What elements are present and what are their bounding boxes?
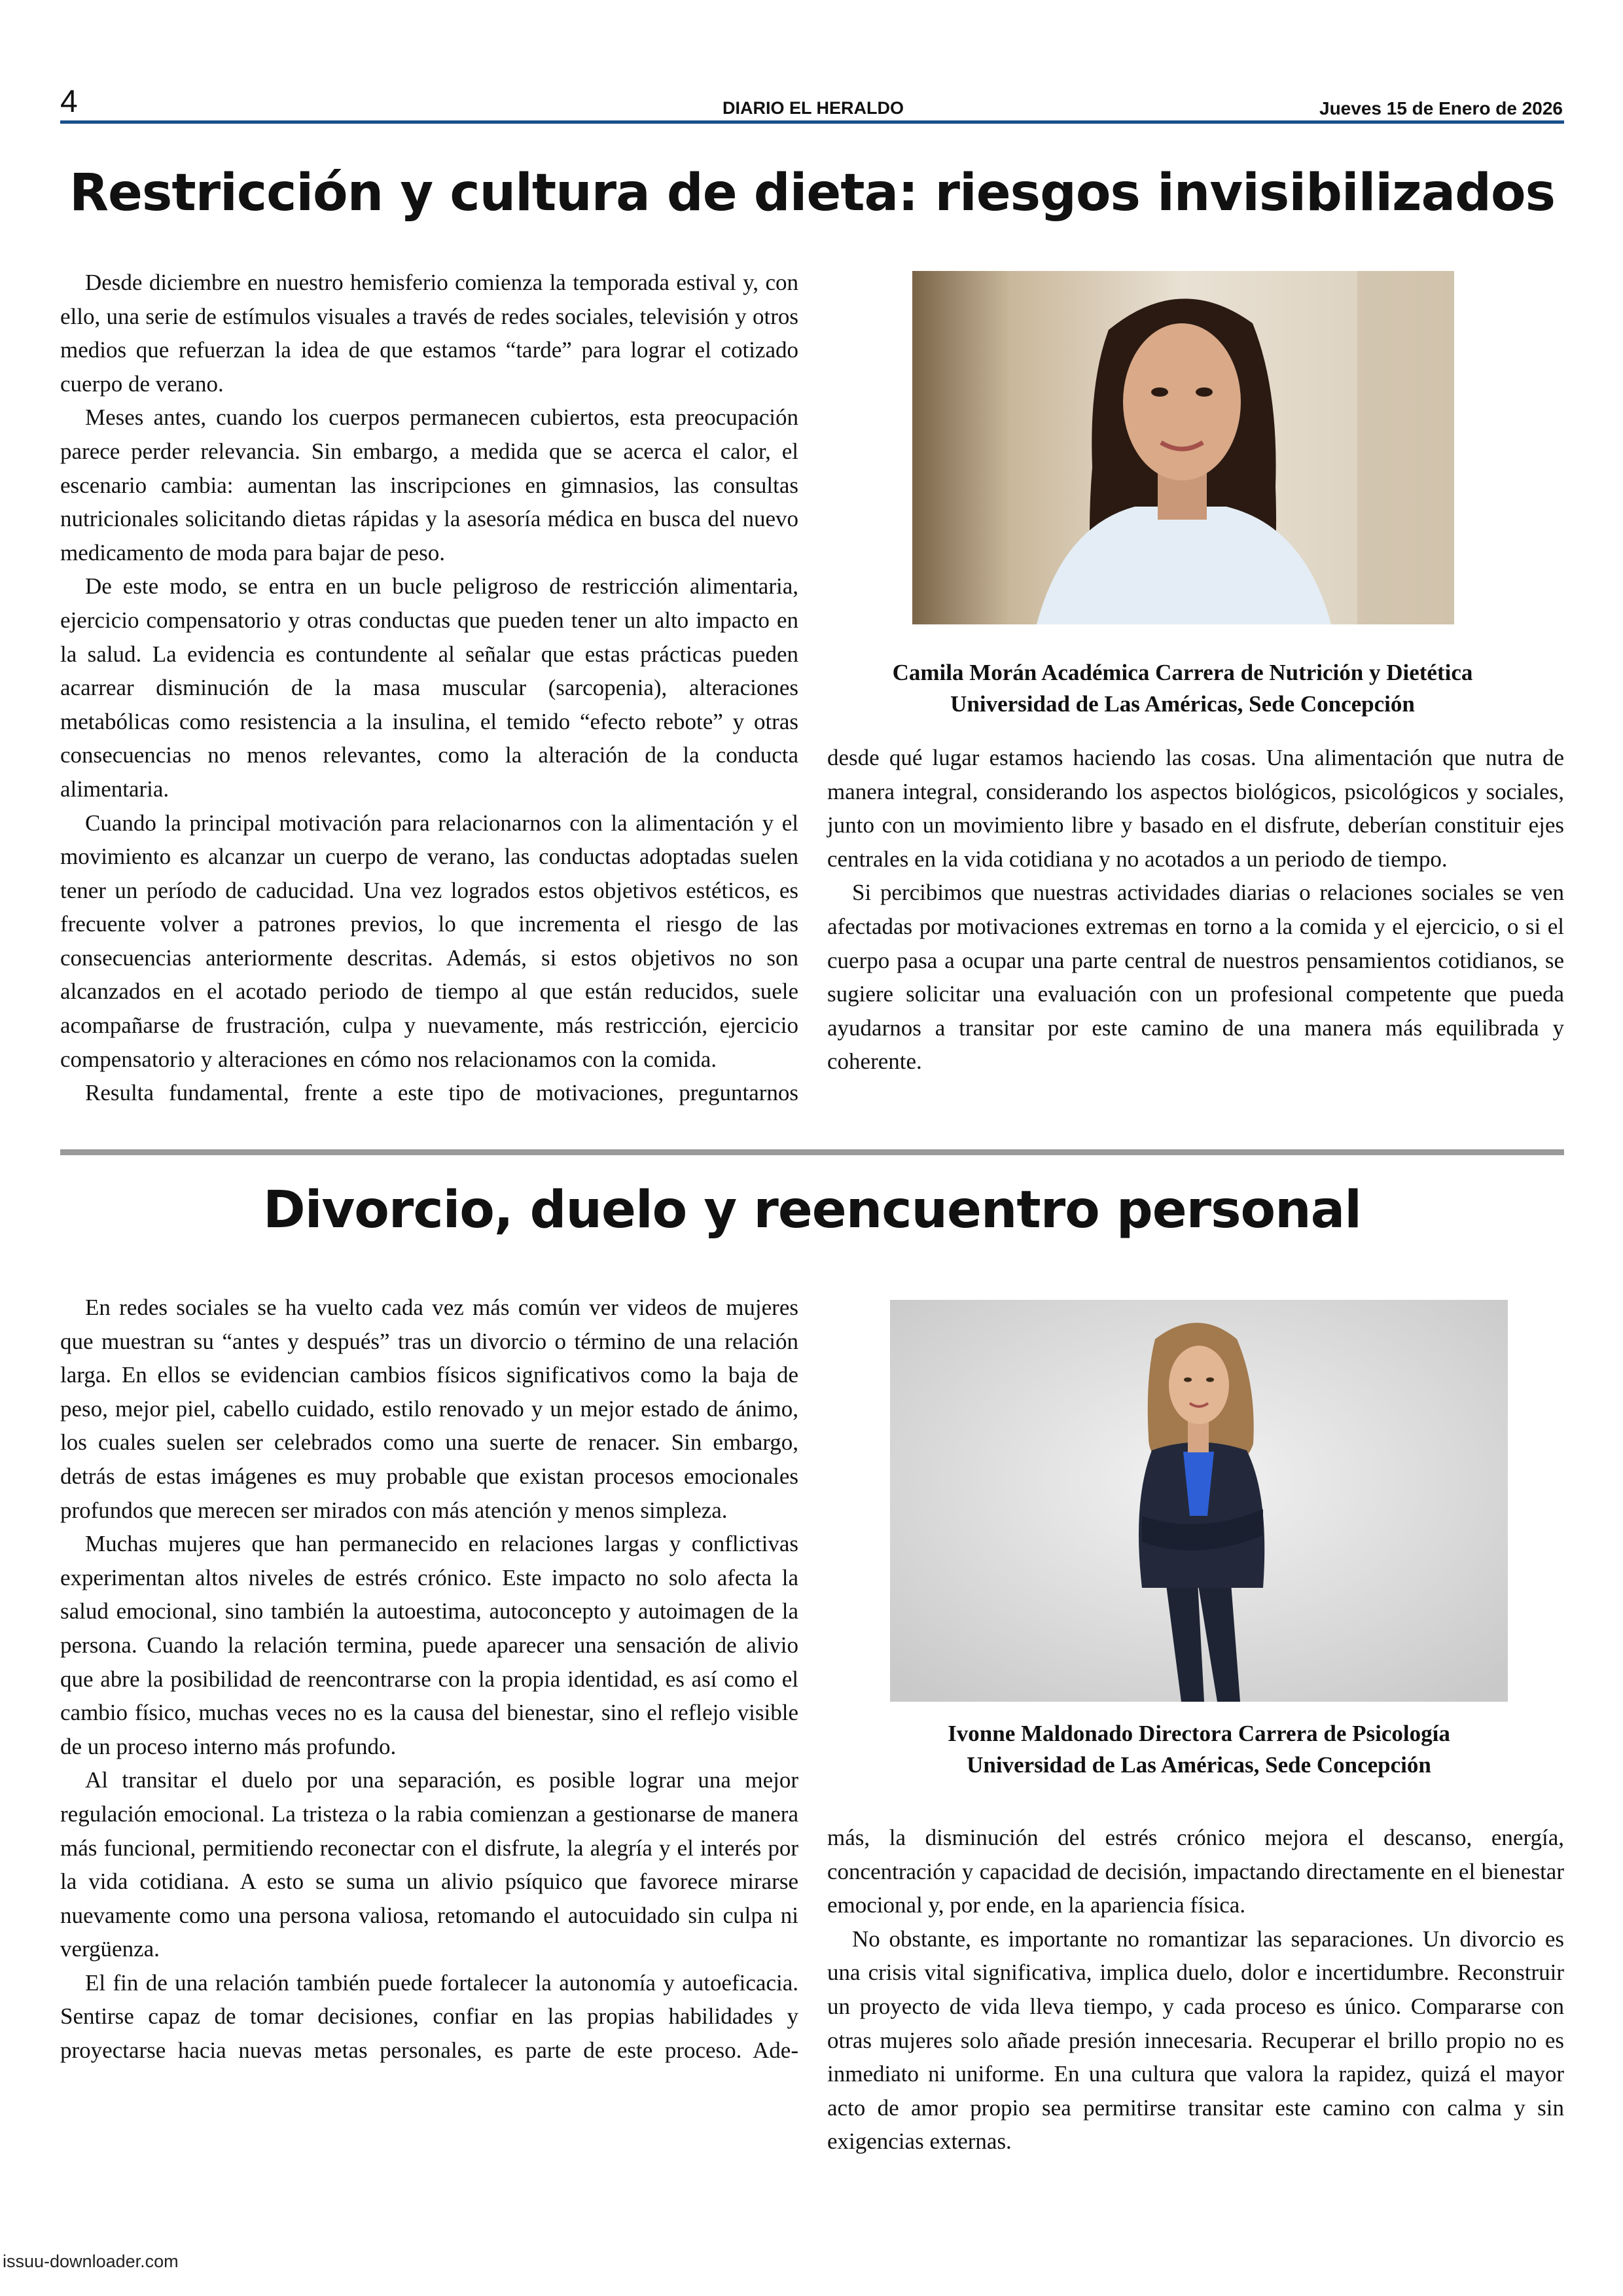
page-number: 4	[60, 84, 78, 119]
article2-caption-line1: Ivonne Maldonado Directora Carrera de Psicología	[948, 1721, 1450, 1746]
article2-caption-line2: Universidad de Las Américas, Sede Concepción	[967, 1752, 1431, 1778]
article2-right-column	[827, 1821, 1564, 2159]
article1-paragraph: Desde diciembre en nuestro hemisferio comienza la temporada estival y, con ello, una serie de estímulos visuales a través de redes sociales, televisión y otros medios que refuerzan la idea de que estamos “tarde” para lograr el cotizado cuerpo de verano.	[60, 270, 798, 397]
article2-paragraph: Muchas mujeres que han permanecido en relaciones largas y conflictivas experimentan altos niveles de estrés crónico. Este impacto no solo afecta la salud emocional, sino también la autoestima, autoconcepto y autoimagen de la persona. Cuando la relación termina, puede aparecer una sensación de alivio que abre la posibilidad de reencontrarse con la propia identidad, es así como el cambio físico, muchas veces no es la causa del bienestar, sino el reflejo visible de un proceso interno más profundo.	[60, 1531, 798, 1759]
article2-paragraph: En redes sociales se ha vuelto cada vez más común ver videos de mujeres que muestran su “antes y después” tras un divorcio o término de una relación larga. En ellos se evidencian cambios físicos significativos como la baja de peso, mejor piel, cabello cuidado, estilo renovado y un mejor estado de ánimo, los cuales suelen ser celebrados como una suerte de renacer. Sin embargo, detrás de estas imágenes es muy probable que existan procesos emocionales profundos que merecen ser mirados con más atención y menos simpleza.	[60, 1295, 798, 1523]
article1-left-column	[60, 266, 798, 1110]
article1-portrait-photo	[912, 271, 1454, 624]
article1-title: Restricción y cultura de dieta: riesgos invisibilizados	[69, 164, 1556, 223]
article2-left-column	[60, 1291, 798, 2068]
article1-caption-line1: Camila Morán Académica Carrera de Nutrición y Dietética	[892, 660, 1473, 685]
header-rule	[60, 120, 1564, 124]
article1-paragraph: Meses antes, cuando los cuerpos permanecen cubiertos, esta preocupación parece perder relevancia. Sin embargo, a medida que se acerca el calor, el escenario cambia: aumentan las inscripciones en gimnasios, las consultas nutricionales solicitando dietas rápidas y la asesoría médica en busca del nuevo medicamento de moda para bajar de peso.	[60, 404, 798, 565]
article2-paragraph: Al transitar el duelo por una separación, es posible lograr una mejor regulación emocional. La tristeza o la rabia comienzan a gestionarse de manera más funcional, permitiendo reconectar con el disfrute, la alegría y el interés por la vida cotidiana. A esto se suma un alivio psíquico que favorece mirarse nuevamente como una persona valiosa, retomando el autocuidado sin culpa ni vergüenza.	[60, 1767, 798, 1962]
issue-date: Jueves 15 de Enero de 2026	[1319, 98, 1563, 118]
article1-caption-line2: Universidad de Las Américas, Sede Concepción	[950, 691, 1415, 717]
article2-paragraph: No obstante, es importante no romantizar las separaciones. Un divorcio es una crisis vital significativa, implica duelo, dolor e incertidumbre. Reconstruir un proyecto de vida lleva tiempo, y cada proceso es único. Compararse con otras mujeres solo añade presión innecesaria. Recuperar el brillo propio no es inmediato ni uniforme. En una cultura que valora la rapidez, quizá el mayor acto de amor propio sea permitirse transitar este camino con calma y sin exigencias externas.	[827, 1926, 1564, 2155]
article2-paragraph: El fin de una relación también puede fortalecer la autonomía y autoeficacia. Sentirse capaz de tomar decisiones, confiar en las propias habilidades y proyectarse hacia nuevas metas personales, es parte de este proceso. Ade-	[60, 1969, 798, 2064]
article2-photo-caption	[826, 1718, 1572, 1781]
newspaper-name: DIARIO EL HERALDO	[722, 98, 904, 118]
article1-paragraph: Resulta fundamental, frente a este tipo de motivaciones, preguntarnos	[85, 1080, 798, 1106]
article2-paragraph: más, la disminución del estrés crónico mejora el descanso, energía, concentración y capacidad de decisión, impactando directamente en el bienestar emocional y, por ende, en la apariencia física.	[827, 1825, 1564, 1918]
article2-portrait-photo	[890, 1300, 1508, 1702]
article1-paragraph: Cuando la principal motivación para relacionarnos con la alimentación y el movimiento es alcanzar un cuerpo de verano, las conductas adoptadas suelen tener un período de caducidad. Una vez logrados estos objetivos estéticos, es frecuente volver a patrones previos, lo que incrementa el riesgo de las consecuencias anteriormente descritas. Además, si estos objetivos no son alcanzados en el acotado periodo de tiempo al que están reducidos, suele acompañarse de frustración, culpa y nuevamente, más restricción, ejercicio compensatorio y alteraciones en cómo nos relacionamos con la comida.	[60, 810, 798, 1072]
article1-right-column	[827, 741, 1564, 1079]
article1-paragraph: Si percibimos que nuestras actividades diarias o relaciones sociales se ven afectadas por motivaciones extremas en torno a la comida y el ejercicio, o si el cuerpo pasa a ocupar una parte central de nuestros pensamientos cotidianos, se sugiere solicitar una evaluación con un profesional competente que pueda ayudarnos a transitar por este camino de una manera más equilibrada y coherente.	[827, 880, 1564, 1075]
article2-title: Divorcio, duelo y reencuentro personal	[262, 1181, 1362, 1240]
article1-photo-caption	[826, 657, 1539, 720]
section-divider	[60, 1149, 1564, 1155]
download-credit: issuu-downloader.com	[3, 2251, 179, 2271]
article1-paragraph: De este modo, se entra en un bucle peligroso de restricción alimentaria, ejercicio compensatorio y otras conductas que pueden tener un alto impacto en la salud. La evidencia es contundente al señalar que estas prácticas pueden acarrear disminución de la masa muscular (sarcopenia), alteraciones metabólicas como resistencia a la insulina, el temido “efecto rebote” y otras consecuencias no menos relevantes, como la alteración de la conducta alimentaria.	[60, 573, 798, 802]
article1-paragraph: desde qué lugar estamos haciendo las cosas. Una alimentación que nutra de manera integral, considerando los aspectos biológicos, psicológicos y sociales, junto con un movimiento libre y basado en el disfrute, deberían constituir ejes centrales en la vida cotidiana y no acotados a un periodo de tiempo.	[827, 745, 1564, 872]
